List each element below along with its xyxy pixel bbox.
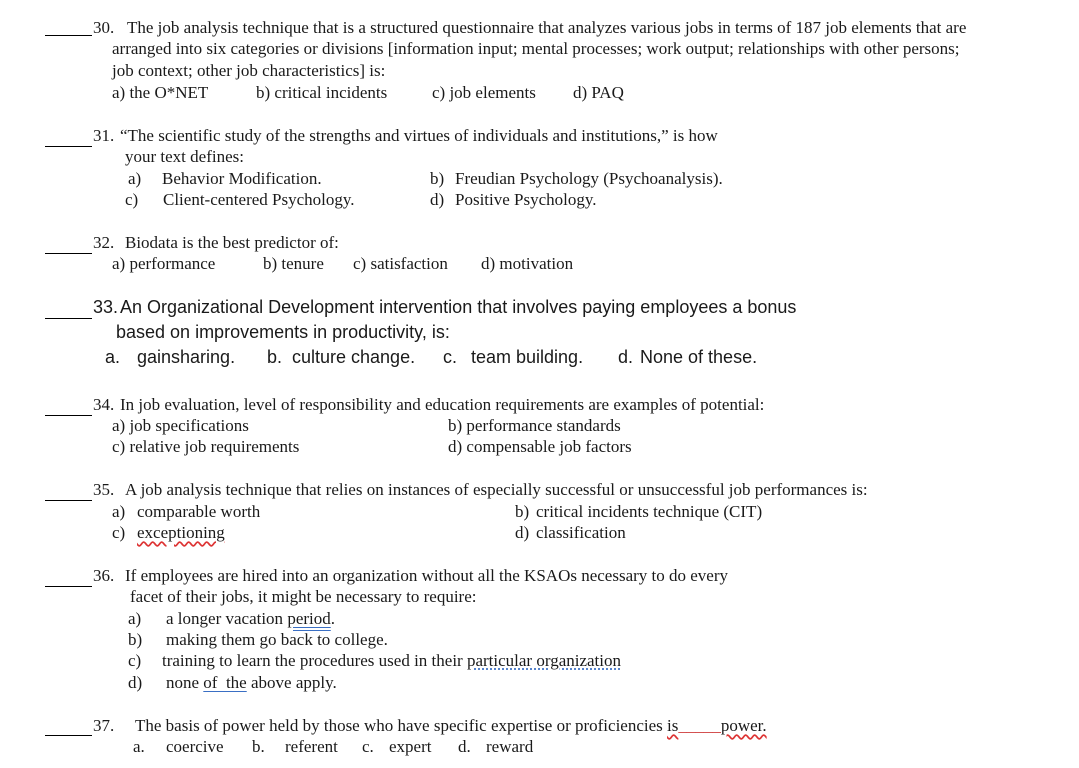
question-36-option-d-letter: d) <box>128 673 143 692</box>
question-36-option-b: making them go back to college. <box>166 630 388 649</box>
answer-blank-37[interactable] <box>45 720 92 736</box>
question-31-option-a-letter: a) <box>128 169 142 188</box>
question-37-option-b: referent <box>285 737 338 756</box>
question-33-option-c-letter: c. <box>443 347 458 367</box>
answer-blank-32[interactable] <box>45 238 92 254</box>
question-32-option-d: d) motivation <box>481 254 574 273</box>
question-36-option-c <box>162 650 621 671</box>
answer-blank-33[interactable] <box>45 303 92 319</box>
question-35-option-b: critical incidents technique (CIT) <box>536 502 763 521</box>
question-30-text-line-1: The job analysis technique that is a structured questionnaire that analyzes various jobs in terms of 187 job elements that are <box>127 18 967 37</box>
question-30-text-line-3: job context; other job characteristics] is: <box>112 61 386 80</box>
option-a-marked: period <box>287 609 331 628</box>
answer-blank-35[interactable] <box>45 485 92 501</box>
question-34-number: 34. <box>93 395 115 414</box>
question-31-option-d-letter: d) <box>430 190 445 209</box>
question-33-text-line-1: An Organizational Development intervention that involves paying employees a bonus <box>120 297 797 317</box>
question-33-option-d: None of these. <box>640 347 758 367</box>
question-30-option-a: a) the O*NET <box>112 83 209 102</box>
question-35-option-d: classification <box>536 523 626 542</box>
question-32-option-a: a) performance <box>112 254 216 273</box>
question-35-option-d-letter: d) <box>515 523 530 542</box>
question-30-option-d: d) PAQ <box>573 83 624 102</box>
answer-blank-34[interactable] <box>45 400 92 416</box>
question-37-option-b-letter: b. <box>252 737 265 756</box>
question-37-option-c: expert <box>389 737 432 756</box>
option-c-text: training to learn the procedures used in their <box>162 651 467 670</box>
question-37-number: 37. <box>93 716 115 735</box>
question-34-option-a: a) job specifications <box>112 416 249 435</box>
question-33-option-a: gainsharing. <box>137 347 236 367</box>
question-36-text-line-1: If employees are hired into an organization without all the KSAOs necessary to do every <box>125 566 729 585</box>
question-35-text-line-1: A job analysis technique that relies on instances of especially successful or unsuccessful job performances is: <box>125 480 868 499</box>
question-33-number: 33. <box>93 297 119 317</box>
question-31-option-a: Behavior Modification. <box>162 169 322 188</box>
question-31-number: 31. <box>93 126 115 145</box>
question-33-option-b: culture change. <box>292 347 416 367</box>
question-31-option-b: Freudian Psychology (Psychoanalysis). <box>455 169 723 188</box>
question-37-marked-is: is <box>667 716 679 735</box>
question-31-text-line-1: “The scientific study of the strengths and virtues of individuals and institutions,” is how <box>120 126 718 145</box>
question-36-option-d <box>166 672 337 693</box>
option-c-marked: particular organization <box>466 651 622 670</box>
option-d-tail: above apply. <box>246 673 337 692</box>
question-32-text-line-1: Biodata is the best predictor of: <box>125 233 339 252</box>
question-34-option-c: c) relative job requirements <box>112 437 300 456</box>
question-30-option-c: c) job elements <box>432 83 536 102</box>
question-36-option-a <box>166 608 335 629</box>
question-31-option-d: Positive Psychology. <box>455 190 597 209</box>
question-34-option-d: d) compensable job factors <box>448 437 632 456</box>
question-36-option-b-letter: b) <box>128 630 143 649</box>
question-37-option-d: reward <box>486 737 534 756</box>
question-35-number: 35. <box>93 480 115 499</box>
question-37-text-line-1 <box>135 715 767 736</box>
option-d-text: none <box>166 673 204 692</box>
question-32-option-b: b) tenure <box>263 254 324 273</box>
question-33-option-c: team building. <box>471 347 584 367</box>
question-33-text-line-2: based on improvements in productivity, is: <box>116 322 450 342</box>
question-35-option-b-letter: b) <box>515 502 530 521</box>
question-31-option-b-letter: b) <box>430 169 445 188</box>
answer-blank-36[interactable] <box>45 571 92 587</box>
question-34-text-line-1: In job evaluation, level of responsibility and education requirements are examples of potential: <box>120 395 765 414</box>
question-36-number: 36. <box>93 566 115 585</box>
question-33-option-a-letter: a. <box>105 347 121 367</box>
question-33-option-b-letter: b. <box>267 347 283 367</box>
question-31-option-c: Client-centered Psychology. <box>163 190 355 209</box>
option-a-tail: . <box>330 609 335 628</box>
question-36-option-c-letter: c) <box>128 651 142 670</box>
question-37-text: The basis of power held by those who have specific expertise or proficiencies <box>135 716 668 735</box>
question-36-text-line-2: facet of their jobs, it might be necessary to require: <box>130 587 477 606</box>
question-30-option-b: b) critical incidents <box>256 83 388 102</box>
question-31-option-c-letter: c) <box>125 190 139 209</box>
question-30-number: 30. <box>93 18 115 37</box>
answer-blank-30[interactable] <box>45 20 92 36</box>
question-32-option-c: c) satisfaction <box>353 254 448 273</box>
question-34-option-b: b) performance standards <box>448 416 621 435</box>
question-35-option-a: comparable worth <box>137 502 261 521</box>
question-32-number: 32. <box>93 233 115 252</box>
question-37-option-a-letter: a. <box>133 737 145 756</box>
question-37-option-c-letter: c. <box>362 737 374 756</box>
question-37-option-a: coercive <box>166 737 224 756</box>
question-35-option-a-letter: a) <box>112 502 126 521</box>
question-37-option-d-letter: d. <box>458 737 471 756</box>
question-33-option-d-letter: d. <box>618 347 634 367</box>
question-36-option-a-letter: a) <box>128 609 142 628</box>
question-31-text-line-2: your text defines: <box>125 147 244 166</box>
question-37-marked-power: power. <box>720 716 767 735</box>
question-35-option-c: exceptioning <box>137 523 225 542</box>
question-37-gap[interactable]: _____ <box>678 716 721 735</box>
question-35-option-c-letter: c) <box>112 523 126 542</box>
answer-blank-31[interactable] <box>45 131 92 147</box>
option-a-text: a longer vacation <box>166 609 288 628</box>
question-30-text-line-2: arranged into six categories or divisions [information input; mental processes; work output; relationships with other persons; <box>112 39 960 58</box>
option-d-marked: of the <box>203 673 247 692</box>
